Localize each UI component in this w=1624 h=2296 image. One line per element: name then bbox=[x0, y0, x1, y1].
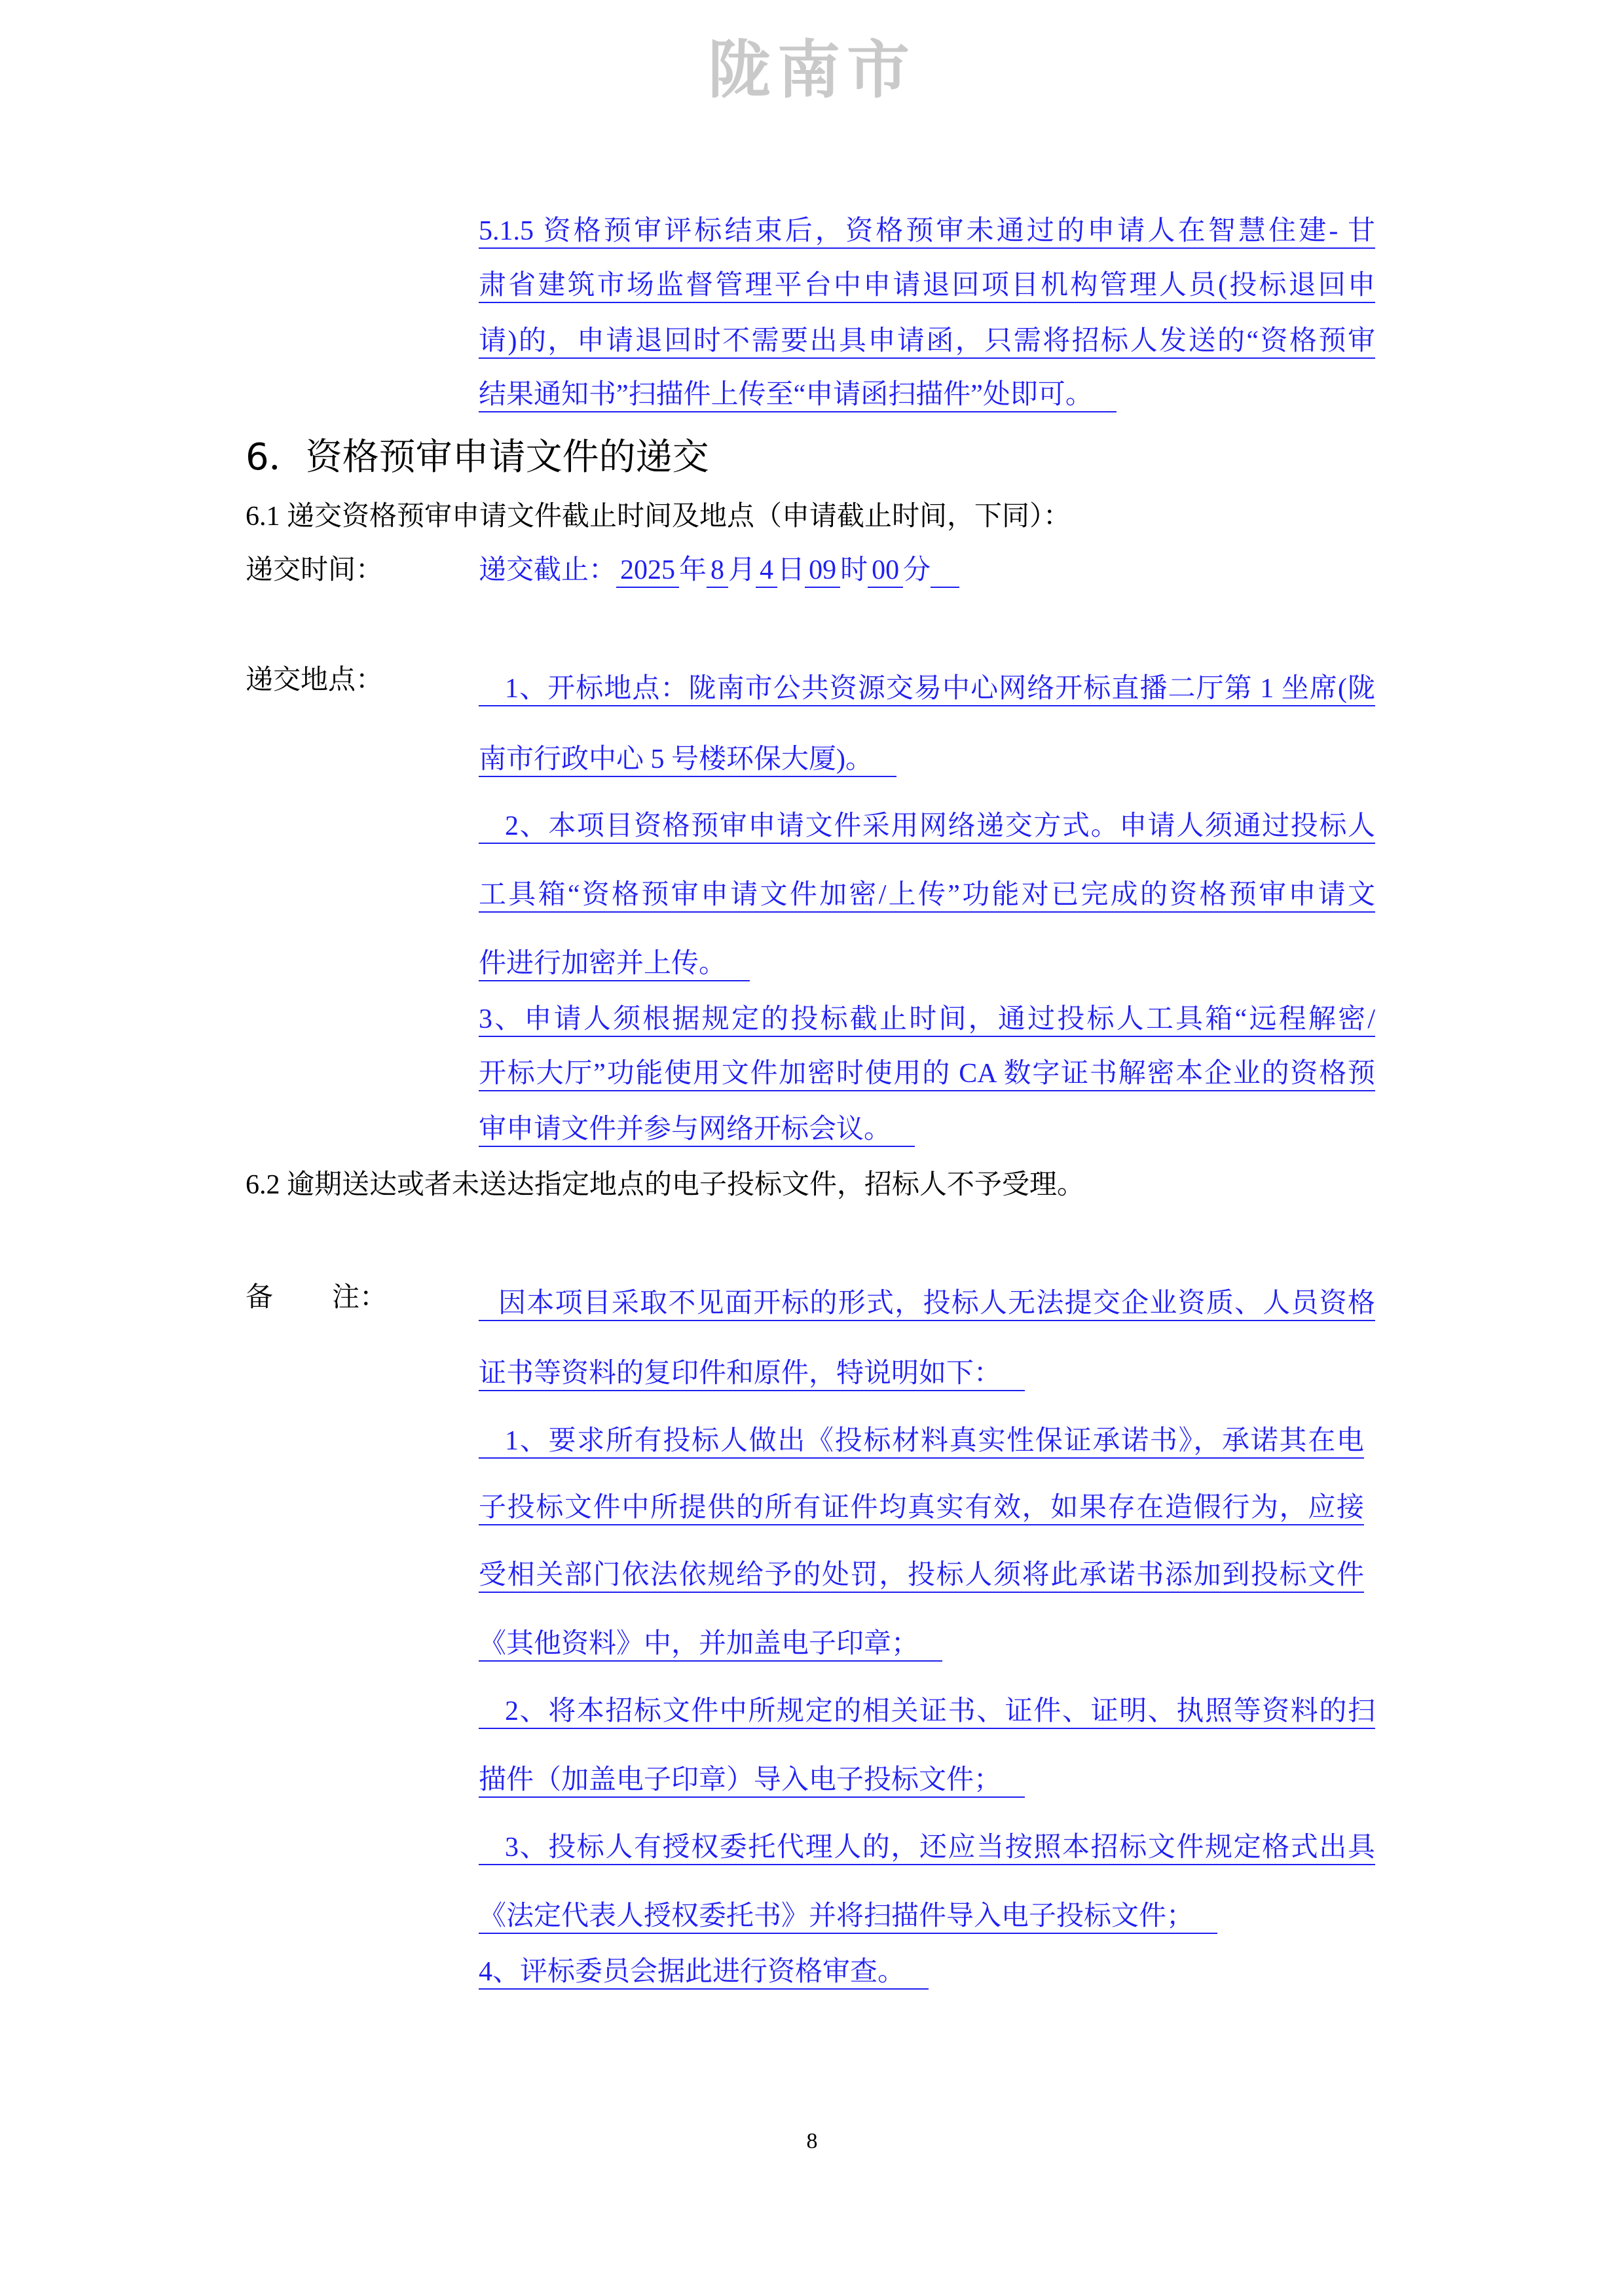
place-item-2-line: 工具箱“资格预审申请文件加密/上传”功能对已完成的资格预审申请文 bbox=[479, 879, 1375, 913]
page-number: 8 bbox=[806, 2129, 818, 2153]
deadline-month-unit: 月 bbox=[728, 555, 756, 585]
remarks-intro-line: 因本项目采取不见面开标的形式，投标人无法提交企业资质、人员资格 bbox=[479, 1287, 1375, 1321]
deadline-prefix: 递交截止： bbox=[479, 555, 617, 585]
deadline-trailing-underline bbox=[931, 554, 959, 588]
clause-5-1-5-line: 请)的，申请退回时不需要出具申请函，只需将招标人发送的“资格预审 bbox=[479, 325, 1375, 359]
remarks-item-4-line: 4、评标委员会据此进行资格审查。 bbox=[479, 1956, 929, 1990]
deadline-hour-unit: 时 bbox=[840, 555, 868, 585]
deadline-hour: 09 bbox=[805, 554, 840, 588]
deadline-year: 2025 bbox=[616, 554, 679, 588]
remarks-item-1-line: 子投标文件中所提供的所有证件均真实有效，如果存在造假行为，应接 bbox=[479, 1491, 1364, 1525]
deadline-year-unit: 年 bbox=[679, 555, 707, 585]
deadline-minute: 00 bbox=[868, 554, 903, 588]
place-item-3-line: 3、申请人须根据规定的投标截止时间，通过投标人工具箱“远程解密/ bbox=[479, 1003, 1375, 1037]
remarks-item-2-line: 2、将本招标文件中所规定的相关证书、证件、证明、执照等资料的扫 bbox=[479, 1695, 1375, 1729]
place-item-1-line: 南市行政中心 5 号楼环保大厦)。 bbox=[479, 743, 896, 777]
clause-6-2: 6.2 逾期送达或者未送达指定地点的电子投标文件，招标人不予受理。 bbox=[246, 1170, 1085, 1200]
submission-place-label: 递交地点： bbox=[246, 665, 384, 695]
clause-5-1-5-line: 5.1.5 资格预审评标结束后，资格预审未通过的申请人在智慧住建- 甘 bbox=[479, 215, 1375, 249]
deadline-day: 4 bbox=[756, 554, 777, 588]
remarks-intro-line: 证书等资料的复印件和原件，特说明如下： bbox=[479, 1357, 1025, 1391]
submission-time-label: 递交时间： bbox=[246, 555, 384, 585]
remarks-label: 备 注： bbox=[246, 1283, 388, 1313]
remarks-item-2-line: 描件（加盖电子印章）导入电子投标文件； bbox=[479, 1764, 1025, 1798]
deadline-day-unit: 日 bbox=[777, 555, 805, 585]
remarks-item-3-line: 《法定代表人授权委托书》并将扫描件导入电子投标文件； bbox=[479, 1900, 1217, 1934]
watermark: 陇南市 bbox=[708, 33, 916, 107]
remarks-item-1-line: 受相关部门依法依规给予的处罚，投标人须将此承诺书添加到投标文件 bbox=[479, 1559, 1364, 1593]
remarks-item-1-line: 《其他资料》中，并加盖电子印章； bbox=[479, 1628, 942, 1662]
submission-deadline bbox=[479, 554, 959, 588]
remarks-item-1-line: 1、要求所有投标人做出《投标材料真实性保证承诺书》，承诺其在电 bbox=[479, 1425, 1364, 1459]
place-item-2-line: 件进行加密并上传。 bbox=[479, 947, 750, 981]
place-item-2-line: 2、本项目资格预审申请文件采用网络递交方式。申请人须通过投标人 bbox=[479, 810, 1375, 844]
place-item-3-line: 开标大厅”功能使用文件加密时使用的 CA 数字证书解密本企业的资格预 bbox=[479, 1057, 1375, 1091]
place-item-1-line: 1、开标地点：陇南市公共资源交易中心网络开标直播二厅第 1 坐席(陇 bbox=[479, 672, 1375, 706]
clause-6-1: 6.1 递交资格预审申请文件截止时间及地点（申请截止时间，下同）： bbox=[246, 501, 1071, 532]
deadline-minute-unit: 分 bbox=[903, 555, 931, 585]
section-heading: 6．资格预审申请文件的递交 bbox=[246, 436, 709, 479]
deadline-month: 8 bbox=[707, 554, 728, 588]
remarks-item-3-line: 3、投标人有授权委托代理人的，还应当按照本招标文件规定格式出具 bbox=[479, 1831, 1375, 1865]
place-item-3-line: 审申请文件并参与网络开标会议。 bbox=[479, 1113, 915, 1147]
clause-5-1-5-line: 肃省建筑市场监督管理平台中申请退回项目机构管理人员(投标退回申 bbox=[479, 269, 1375, 303]
clause-5-1-5-line: 结果通知书”扫描件上传至“申请函扫描件”处即可。 bbox=[479, 378, 1116, 412]
